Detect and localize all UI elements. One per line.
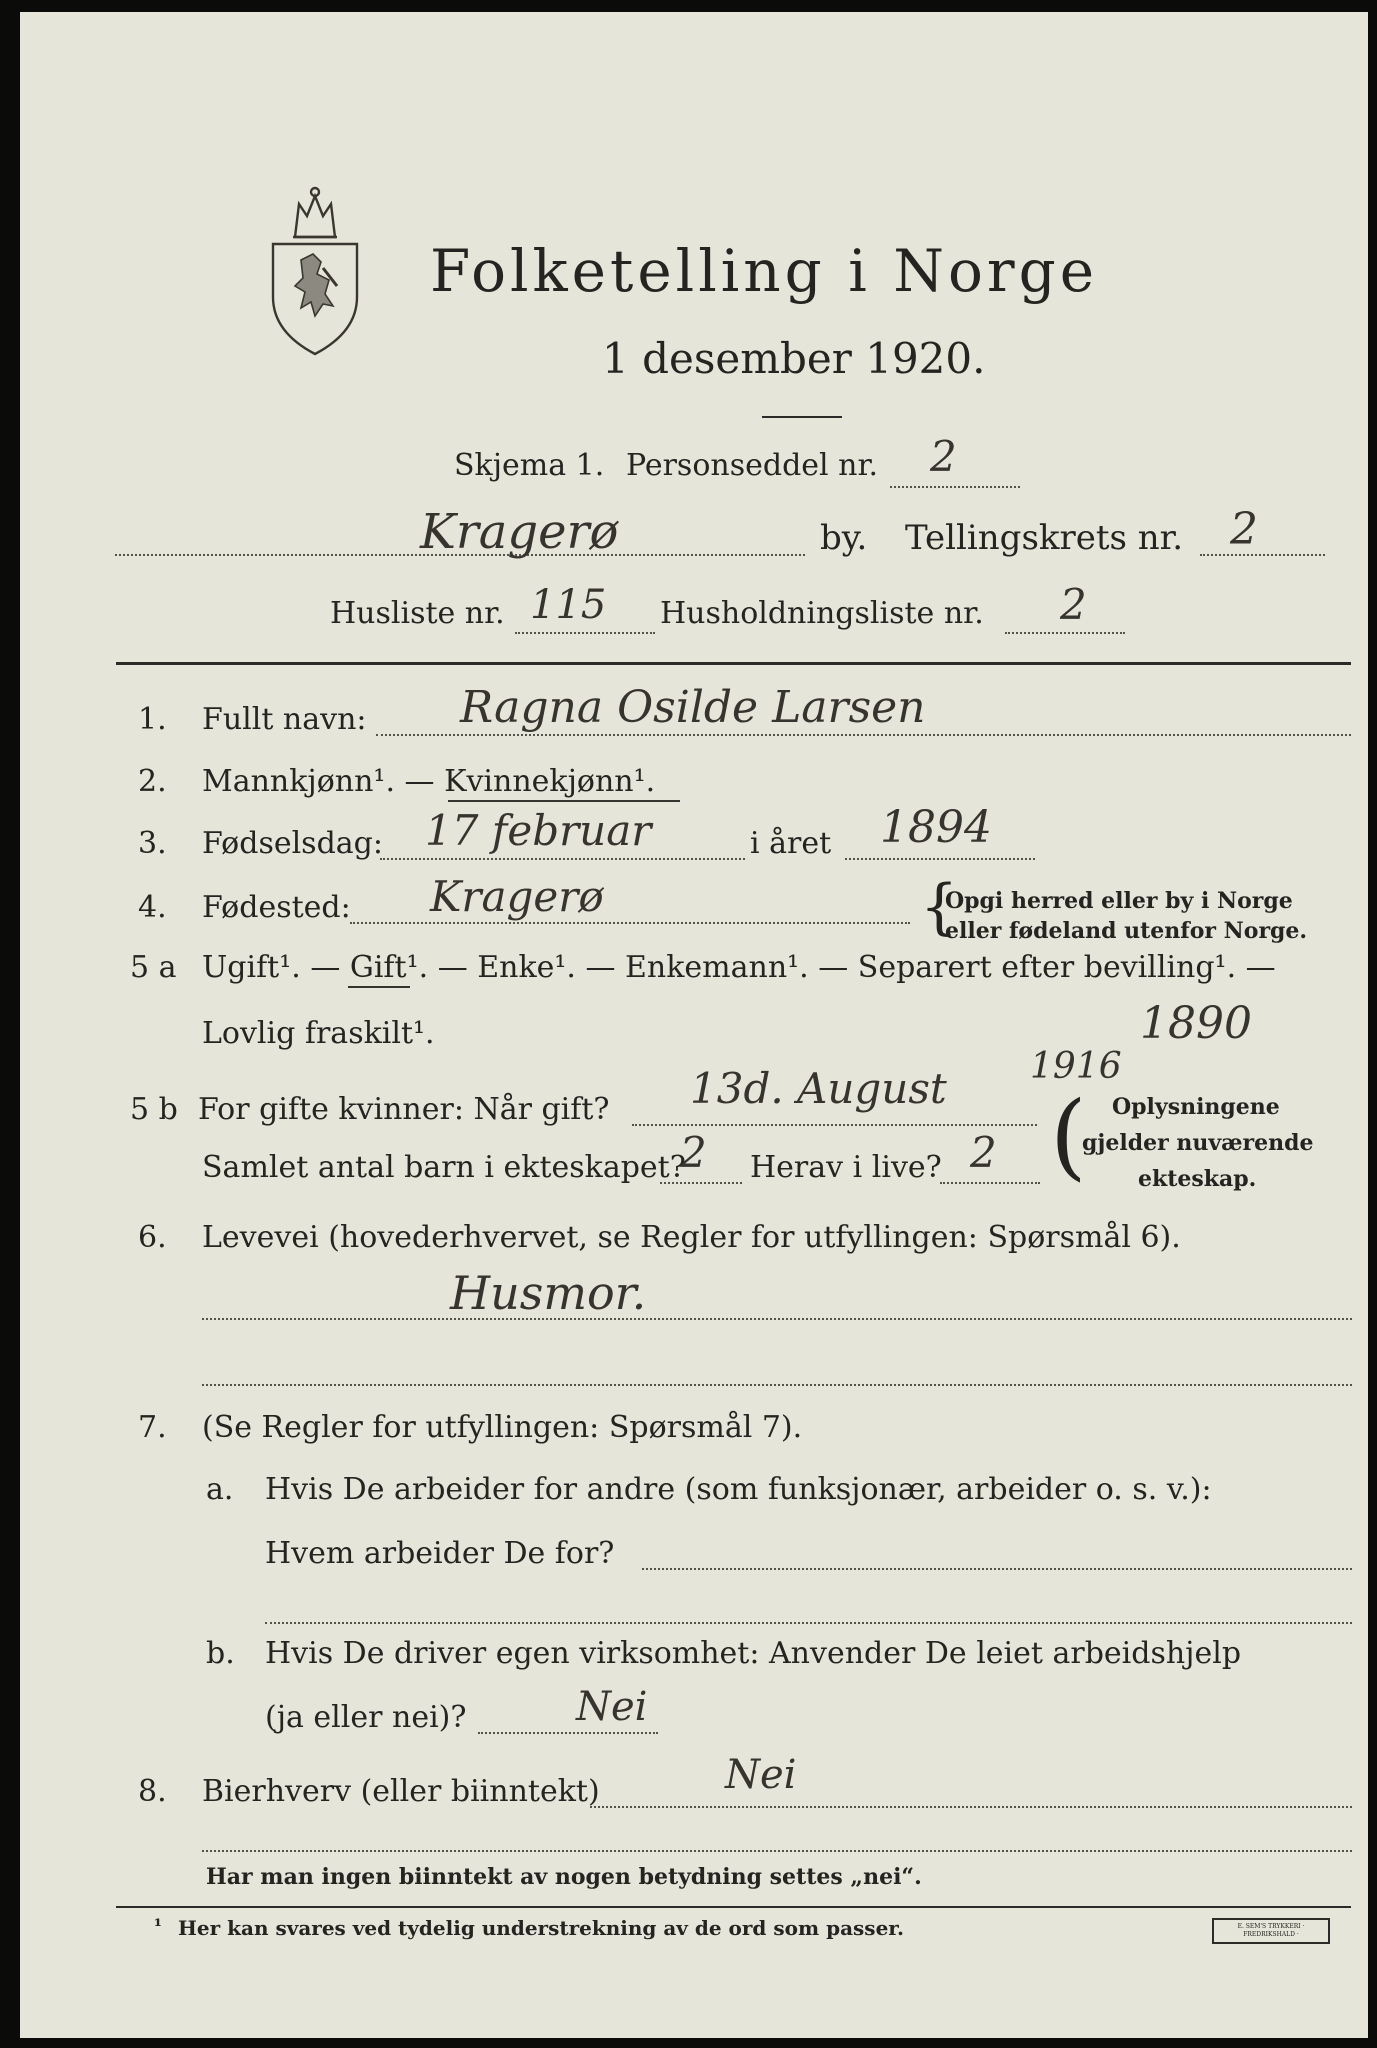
q5b-barn-label: Samlet antal barn i ekteskapet?: [202, 1150, 686, 1185]
q5a-gift-underline: [348, 986, 410, 988]
q1-value: Ragna Osilde Larsen: [460, 682, 926, 733]
husholdningsliste-label: Husholdningsliste nr.: [660, 596, 984, 631]
q5b-year: 1916: [1030, 1046, 1122, 1087]
coat-of-arms-icon: [265, 182, 365, 357]
q6-value: Husmor.: [450, 1266, 647, 1320]
q4-note-1: Opgi herred eller by i Norge: [945, 888, 1293, 914]
footnote-mark: ¹: [154, 1916, 162, 1937]
q5b-ilive-value: 2: [970, 1128, 997, 1177]
q4-value: Kragerø: [430, 872, 604, 921]
q5a-number: 5 a: [130, 950, 177, 985]
q7b-letter: b.: [206, 1636, 235, 1671]
header-divider: [116, 662, 1351, 665]
q5b-value: 13d. August: [690, 1064, 947, 1113]
footer-note: Har man ingen biinntekt av nogen betydning settes „nei“.: [206, 1864, 922, 1890]
q7a-line1: Hvis De arbeider for andre (som funksjonær, arbeider o. s. v.):: [265, 1472, 1212, 1507]
q3-year-value: 1894: [880, 802, 992, 853]
by-label: by.: [820, 518, 868, 558]
husliste-label: Husliste nr.: [330, 596, 505, 631]
q5b-ilive-line: [940, 1182, 1040, 1184]
title-rule: [762, 416, 842, 418]
q8-line-2: [202, 1850, 1352, 1852]
form-title: Folketelling i Norge: [430, 237, 1099, 305]
husholdningsliste-line: [1005, 632, 1125, 634]
q1-number: 1.: [138, 702, 167, 737]
q3-value: 17 februar: [425, 806, 652, 855]
tellingskrets-label: Tellingskrets nr.: [905, 518, 1184, 558]
q8-label: Bierhverv (eller biinntekt): [202, 1774, 600, 1809]
q5b-ilive-label: Herav i live?: [750, 1150, 942, 1185]
q2-number: 2.: [138, 764, 167, 799]
q3-number: 3.: [138, 826, 167, 861]
footnote-text: Her kan svares ved tydelig understrekning av de ord som passer.: [178, 1916, 904, 1940]
q6-label: Levevei (hovederhvervet, se Regler for utfyllingen: Spørsmål 6).: [202, 1220, 1181, 1255]
q5a-line2: Lovlig fraskilt¹.: [202, 1016, 435, 1051]
tellingskrets-line: [1200, 554, 1325, 556]
q5a-line1: Ugift¹. — Gift¹. — Enke¹. — Enkemann¹. — Separert efter bevilling¹. —: [202, 950, 1276, 985]
q7a-line-2: [265, 1622, 1352, 1624]
q6-line-2: [202, 1384, 1352, 1386]
personseddel-value: 2: [930, 432, 957, 481]
q3-year-label: i året: [750, 826, 832, 861]
q6-number: 6.: [138, 1220, 167, 1255]
q5b-label: For gifte kvinner: Når gift?: [198, 1092, 610, 1127]
census-form-page: [20, 12, 1368, 2038]
q2-label: Mannkjønn¹. — Kvinnekjønn¹.: [202, 764, 656, 799]
q4-number: 4.: [138, 890, 167, 925]
q1-label: Fullt navn:: [202, 702, 367, 737]
q7a-letter: a.: [206, 1472, 234, 1507]
q7b-value: Nei: [576, 1684, 648, 1730]
q4-note-2: eller fødeland utenfor Norge.: [945, 918, 1308, 944]
q5b-line: [632, 1124, 1037, 1126]
q7b-line1: Hvis De driver egen virksomhet: Anvender De leiet arbeidshjelp: [265, 1636, 1242, 1671]
husliste-line: [515, 632, 655, 634]
printer-stamp: E. SEM'S TRYKKERI · FREDRIKSHALD ·: [1212, 1918, 1330, 1944]
q1-line: [376, 734, 1351, 736]
q5b-barn-value: 2: [680, 1128, 707, 1177]
footer-divider: [116, 1906, 1351, 1908]
q6-line-1: [202, 1318, 1352, 1320]
husholdningsliste-value: 2: [1060, 580, 1087, 629]
q3-year-line: [845, 858, 1035, 860]
q8-line: [590, 1806, 1352, 1808]
husliste-value: 115: [530, 582, 607, 628]
q4-brace: {: [920, 872, 959, 942]
q5b-brace: (: [1050, 1082, 1087, 1191]
skjema-label: Skjema 1.: [454, 448, 605, 483]
q3-line: [380, 858, 745, 860]
q5b-note-3: ekteskap.: [1138, 1166, 1257, 1192]
q7b-line2: (ja eller nei)?: [265, 1700, 467, 1735]
q5b-note-2: gjelder nuværende: [1082, 1130, 1314, 1156]
q5b-number: 5 b: [130, 1092, 178, 1127]
q7-number: 7.: [138, 1410, 167, 1445]
q7a-line2: Hvem arbeider De for?: [265, 1536, 615, 1571]
personseddel-label: Personseddel nr.: [626, 448, 879, 483]
form-date: 1 desember 1920.: [602, 334, 986, 383]
q8-value: Nei: [725, 1752, 797, 1798]
q5b-barn-line: [660, 1182, 742, 1184]
city-value: Kragerø: [420, 504, 619, 560]
q7a-line: [642, 1568, 1352, 1570]
q5b-note-1: Oplysningene: [1112, 1094, 1280, 1120]
q2-underline: [448, 800, 680, 802]
q4-label: Fødested:: [202, 890, 351, 925]
q7-label: (Se Regler for utfyllingen: Spørsmål 7).: [202, 1410, 803, 1445]
tellingskrets-value: 2: [1230, 504, 1258, 555]
q3-label: Fødselsdag:: [202, 826, 383, 861]
q8-number: 8.: [138, 1774, 167, 1809]
q4-line: [350, 922, 910, 924]
personseddel-line: [890, 486, 1020, 488]
q5a-margin-note: 1890: [1140, 998, 1252, 1049]
q7b-line: [478, 1732, 658, 1734]
